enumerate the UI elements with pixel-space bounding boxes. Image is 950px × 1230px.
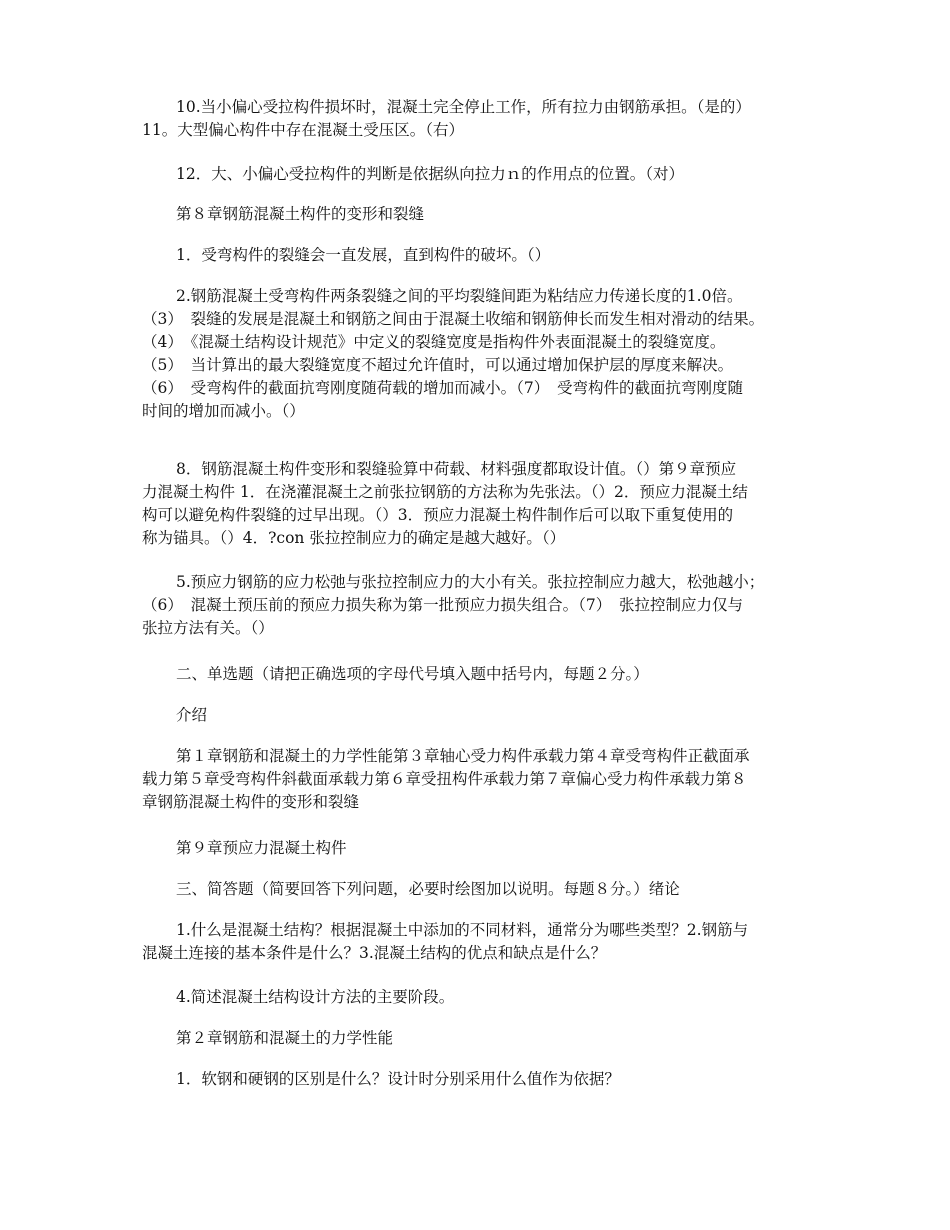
text-line: （3） 裂缝的发展是混凝土和钢筋之间由于混凝土收缩和钢筋伸长而发生相对滑动的结果。 (142, 310, 765, 328)
text-line: 2.钢筋混凝土受弯构件两条裂缝之间的平均裂缝间距为粘结应力传递长度的1.0倍。 (176, 287, 743, 305)
text-line: 载力第５章受弯构件斜截面承载力第６章受扭构件承载力第７章偏心受力构件承载力第８ (142, 770, 747, 788)
text-line: 力混凝土构件 1．在浇灌混凝土之前张拉钢筋的方法称为先张法。（）2．预应力混凝土结 (142, 483, 748, 501)
paragraph-ch8-q2-q7 (142, 285, 814, 423)
paragraph-q12 (142, 163, 814, 186)
chapter-heading-8 (142, 203, 814, 226)
text-line: 称为锚具。（）4．?con 张拉控制应力的确定是越大越好。（） (142, 529, 566, 547)
paragraph-intro-q1-q3 (142, 919, 814, 965)
text-line: 10.当小偏心受拉构件损坏时，混凝土完全停止工作，所有拉力由钢筋承担。（是的） (176, 98, 751, 116)
text-line: 第１章钢筋和混凝土的力学性能第３章轴心受力构件承载力第４章受弯构件正截面承 (176, 747, 750, 765)
section-heading-single-choice (142, 663, 814, 686)
text-line: 时间的增加而减小。（） (142, 402, 305, 420)
text-line: 4.简述混凝土结构设计方法的主要阶段。 (176, 988, 455, 1006)
text-line: 构可以避免构件裂缝的过早出现。（）3．预应力混凝土构件制作后可以取下重复使用的 (142, 506, 734, 524)
text-line: （5） 当计算出的最大裂缝宽度不超过允许值时，可以通过增加保护层的厚度来解决。 (142, 356, 734, 374)
paragraph-chapter-list (142, 745, 814, 814)
paragraph-ch8-q1 (142, 244, 814, 267)
text-line: 8．钢筋混凝土构件变形和裂缝验算中荷载、材料强度都取设计值。（）第９章预应 (176, 460, 737, 478)
text-line: 1．受弯构件的裂缝会一直发展，直到构件的破坏。（） (176, 246, 551, 264)
text-line: （6） 混凝土预压前的预应力损失称为第一批预应力损失组合。（7） 张拉控制应力仅与 (142, 596, 743, 614)
text-line: （6） 受弯构件的截面抗弯刚度随荷载的增加而减小。（7） 受弯构件的截面抗弯刚度随 (142, 379, 743, 397)
text-line: 三、简答题（简要回答下列问题，必要时绘图加以说明。每题８分。）绪论 (176, 880, 680, 898)
paragraph-q10-q11 (142, 96, 814, 142)
text-line: 5.预应力钢筋的应力松弛与张拉控制应力的大小有关。张拉控制应力越大，松弛越小； (176, 573, 765, 591)
text-line: 章钢筋混凝土构件的变形和裂缝 (142, 793, 360, 811)
text-line: 二、单选题（请把正确选项的字母代号填入题中括号内，每题２分。） (176, 665, 649, 683)
section-heading-short-answer (142, 878, 814, 901)
text-line: 张拉方法有关。（） (142, 619, 274, 637)
chapter-heading-2 (142, 1027, 814, 1050)
paragraph-ch8-q8-ch9 (142, 458, 814, 550)
text-line: 11。大型偏心构件中存在混凝土受压区。（右） (142, 121, 464, 139)
text-line: 第８章钢筋混凝土构件的变形和裂缝 (176, 205, 425, 223)
heading-introduction (142, 704, 814, 727)
text-line: 第９章预应力混凝土构件 (176, 839, 347, 857)
text-line: 1．软钢和硬钢的区别是什么？设计时分别采用什么值作为依据？ (176, 1070, 620, 1088)
text-line: 12．大、小偏心受拉构件的判断是依据纵向拉力ｎ的作用点的位置。（对） (176, 165, 684, 183)
text-line: 1.什么是混凝土结构？根据混凝土中添加的不同材料，通常分为哪些类型？2.钢筋与 (176, 921, 749, 939)
text-line: 混凝土连接的基本条件是什么？3.混凝土结构的优点和缺点是什么？ (142, 944, 607, 962)
chapter-heading-9 (142, 837, 814, 860)
paragraph-ch2-q1 (142, 1068, 814, 1091)
text-line: 介绍 (176, 706, 208, 724)
text-line: 第２章钢筋和混凝土的力学性能 (176, 1029, 394, 1047)
text-line: （4） 《混凝土结构设计规范》中定义的裂缝宽度是指构件外表面混凝土的裂缝宽度。 (142, 333, 726, 351)
paragraph-ch9-q5-q7 (142, 571, 814, 640)
paragraph-intro-q4 (142, 986, 814, 1009)
